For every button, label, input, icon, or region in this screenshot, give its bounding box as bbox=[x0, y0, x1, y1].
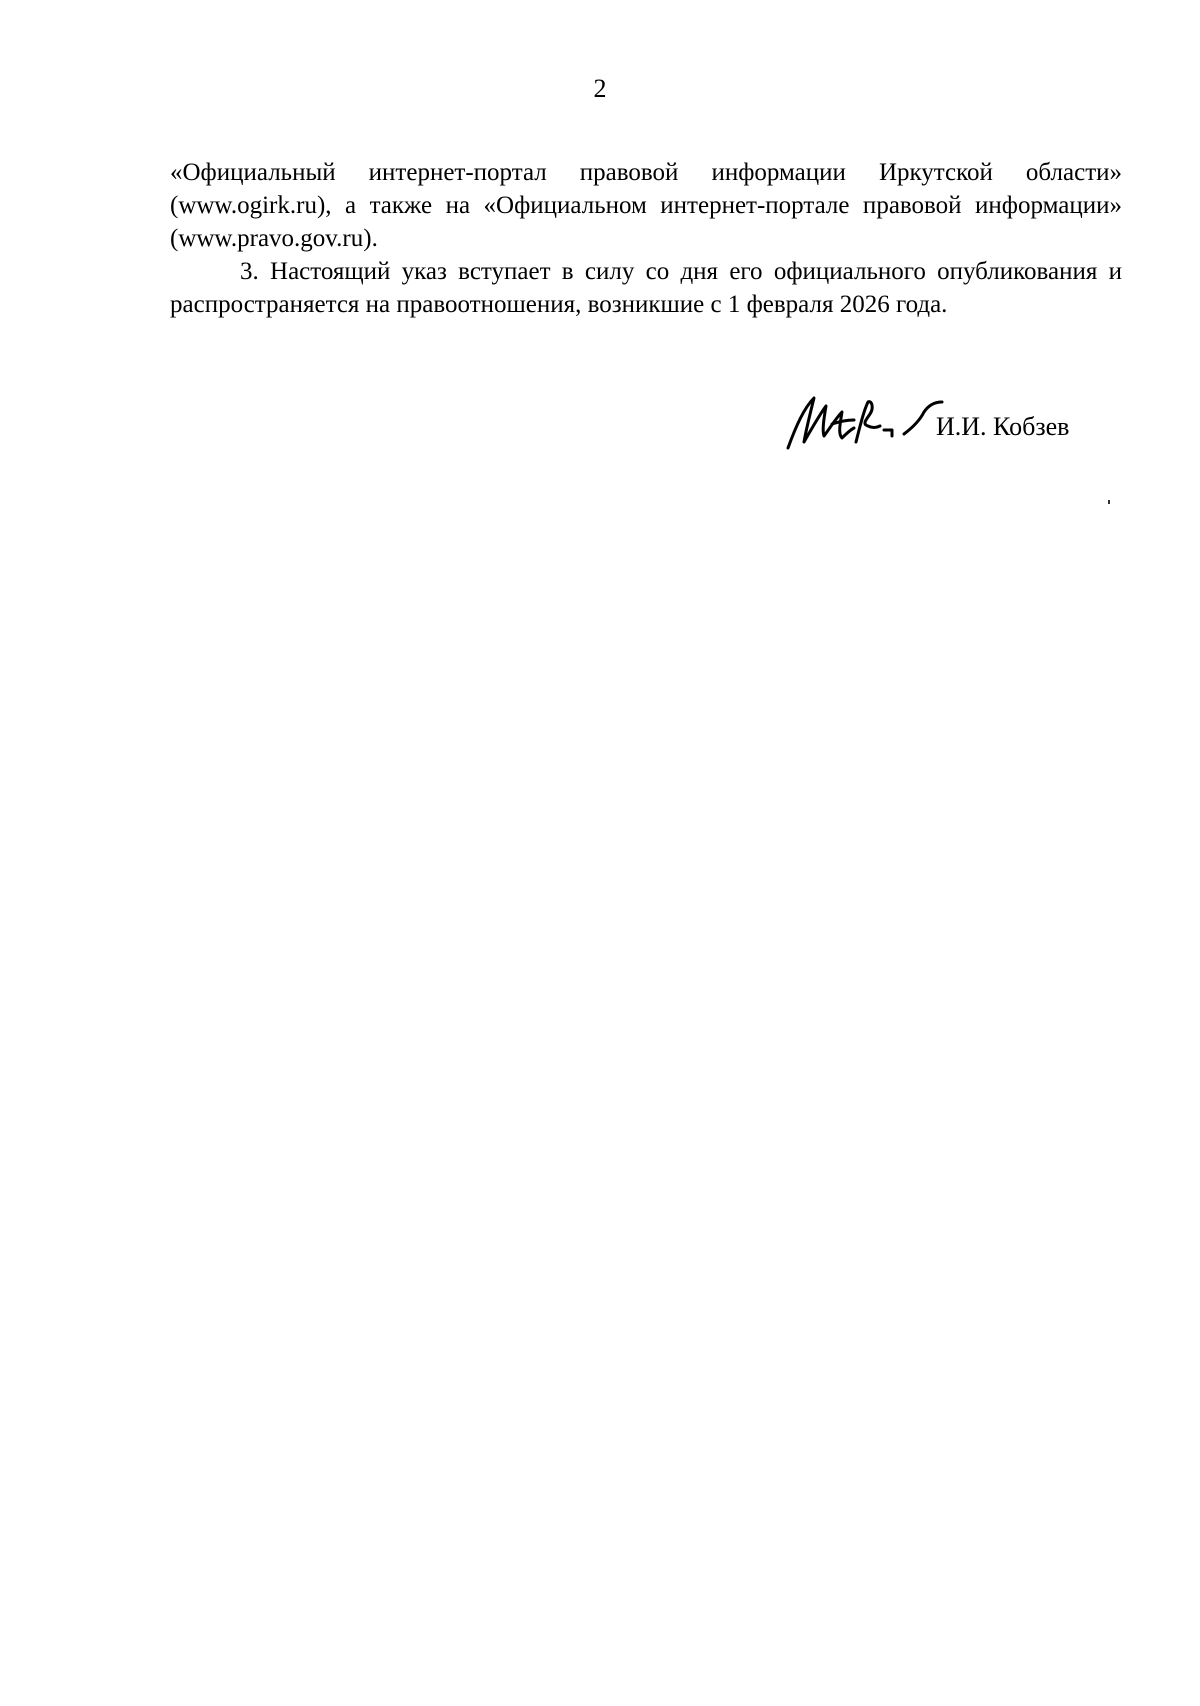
page-number: 2 bbox=[593, 74, 607, 103]
paragraph-effective-date: 3. Настоящий указ вступает в силу со дня его официального опубликования и распространяется на правоотношения, возникшие с 1 февраля 2026 года. bbox=[170, 258, 1122, 318]
document-body bbox=[170, 156, 1122, 321]
signature-block bbox=[774, 384, 1104, 464]
scan-speck bbox=[1108, 500, 1110, 504]
signer-name: И.И. Кобзев bbox=[936, 412, 1070, 441]
paragraph-publication-sources: «Официальный интернет-портал правовой информации Иркутской области» (www.ogirk.ru), а также на «Официальном интернет-портале правовой информации» (www.pravo.gov.ru). bbox=[170, 159, 1122, 252]
